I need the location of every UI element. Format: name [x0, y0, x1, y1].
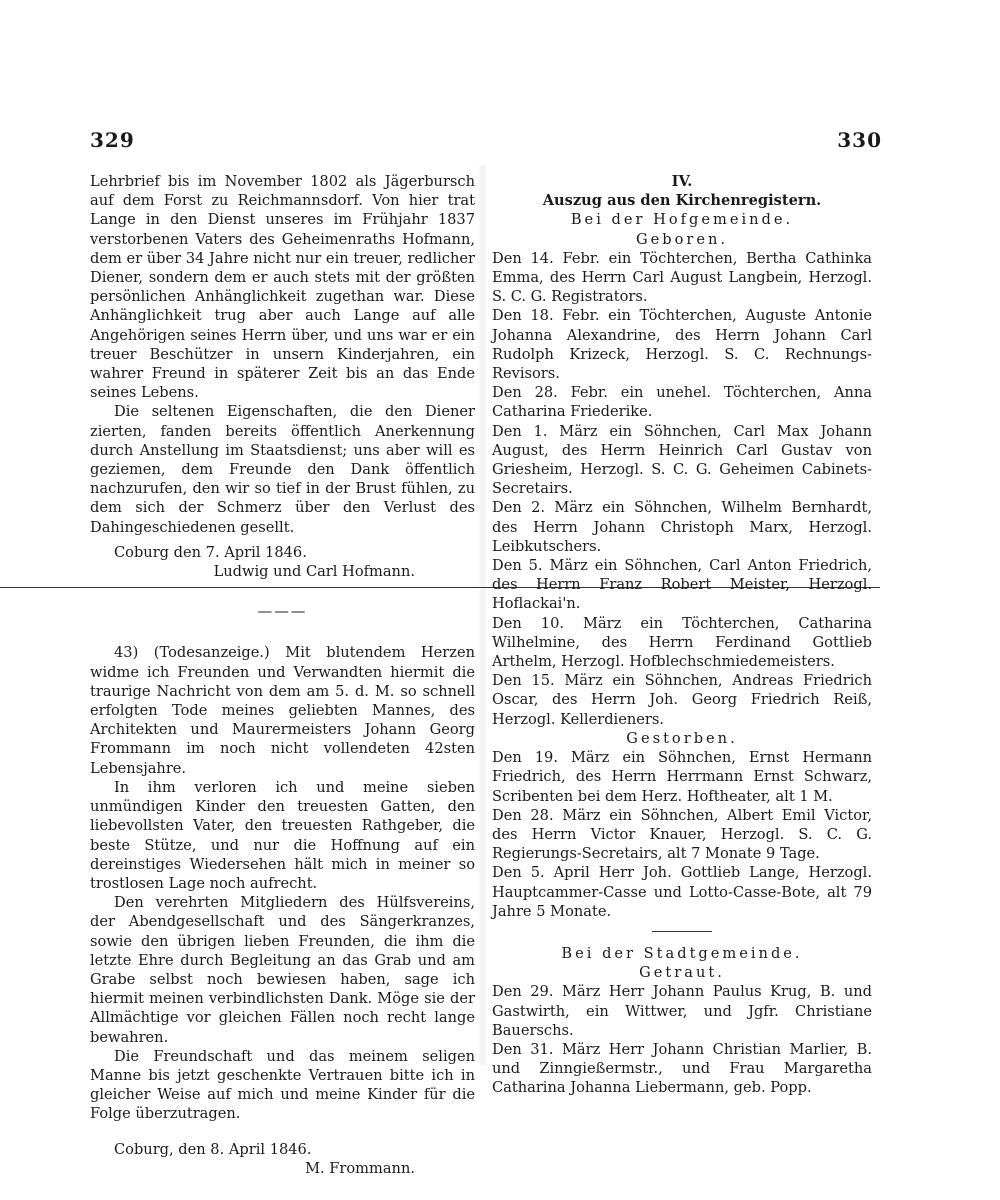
death-notice-frommann-date: Coburg, den 8. April 1846. — [114, 1140, 312, 1158]
born-entry: Den 14. Febr. ein Töchterchen, Bertha Cathinka Emma, des Herrn Carl August Langbein, Herzogl. S. C. G. Registrators. — [492, 249, 872, 306]
married-entries — [492, 982, 872, 1097]
born-entry: Den 28. Febr. ein unehel. Töchterchen, Anna Catharina Friederike. — [492, 384, 872, 421]
gutter-shadow — [478, 165, 488, 1065]
court-parish-heading: Bei der Hofgemeinde. — [570, 211, 794, 229]
separator-dash: ——— — [257, 603, 308, 621]
died-entries — [492, 748, 872, 921]
died-entry: Den 5. April Herr Joh. Gottlieb Lange, Herzogl. Hauptcammer-Casse und Lotto-Casse-Bote, alt 79 Jahre 5 Monate. — [492, 864, 872, 920]
death-notice-frommann-paragraph-3: Den verehrten Mitgliedern des Hülfsvereins, der Abendgesellschaft und des Sängerkranzes, sowie den übrigen lieben Freunden, die ihm die letzte Ehre durch Begleitung an das Grab und am Grabe selbst noch bewiesen haben, sage ich hiermit meinen verbindlichsten Dank. Möge sie der Allmächtige vor gleichen Fällen noch recht lange bewahren. — [90, 894, 475, 1046]
born-entry: Den 1. März ein Söhnchen, Carl Max Johann August, des Herrn Heinrich Carl Gustav von Griesheim, Herzogl. S. C. G. Geheimen Cabinets-Secretairs. — [492, 422, 872, 498]
born-entry: Den 5. März ein Söhnchen, Carl Anton Friedrich, des Herrn Franz Robert Meister, Herzogl. Hoflackai'n. — [492, 557, 872, 613]
city-parish-heading: Bei der Stadtgemeinde. — [561, 944, 803, 962]
obituary-lange-signature: Ludwig und Carl Hofmann. — [213, 563, 415, 581]
right-column — [492, 172, 872, 1098]
obituary-lange-paragraph-1: Lehrbrief bis im November 1802 als Jägerbursch auf dem Forst zu Reichmannsdorf. Von hier trat Lange in den Dienst unseres im Frühjahr 1837 verstorbenen Vaters des Geheimenraths Hofmann, dem er über 34 Jahre nicht nur ein treuer, redlicher Diener, sondern dem er auch stets mit der größten persönlichen Anhänglichkeit zugethan war. Diese Anhänglichkeit trug aber auch Lange auf alle Angehörigen seines Herrn über, und uns war er ein treuer Beschützer in unsern Kinderjahren, ein wahrer Freund in späterer Zeit bis an das Ende seines Lebens. — [90, 173, 475, 402]
died-heading: Gestorben. — [626, 729, 738, 747]
section-number: IV. — [671, 173, 693, 190]
married-heading: Getraut. — [639, 964, 725, 982]
obituary-lange-paragraph-2: Die seltenen Eigenschaften, die den Diener zierten, fanden bereits öffentlich Anerkennung durch Anstellung im Staatsdienst; uns aber will es geziemen, dem Freunde den Dank öffentlich nachzurufen, den wir so tief in der Brust fühlen, zu dem sich der Schmerz über den Verlust des Dahingeschiedenen gesellt. — [90, 403, 475, 536]
page-number-right: 330 — [837, 128, 882, 152]
born-entry: Den 2. März ein Söhnchen, Wilhelm Bernhardt, des Herrn Johann Christoph Marx, Herzogl. Leibkutschers. — [492, 499, 872, 555]
born-entry: Den 18. Febr. ein Töchterchen, Auguste Antonie Johanna Alexandrine, des Herrn Johann Carl Rudolph Krizeck, Herzogl. S. C. Rechnungs-Revisors. — [492, 307, 872, 383]
death-notice-frommann-signature: M. Frommann. — [305, 1159, 415, 1177]
married-entry: Den 31. März Herr Johann Christian Marlier, B. und Zinngießermstr., und Frau Margaretha Catharina Johanna Liebermann, geb. Popp. — [492, 1040, 872, 1097]
death-notice-frommann-paragraph-1: 43) (Todesanzeige.) Mit blutendem Herzen widme ich Freunden und Verwandten hiermit die traurige Nachricht von dem am 5. d. M. so schnell erfolgten Tode meines geliebten Mannes, des Architekten und Maurermeisters Johann Georg Frommann im noch nicht vollendeten 42sten Lebensjahre. — [90, 644, 475, 777]
born-heading: Geboren. — [635, 230, 729, 248]
married-entry: Den 29. März Herr Johann Paulus Krug, B. und Gastwirth, ein Wittwer, und Jgfr. Christiane Bauerschs. — [492, 983, 872, 1039]
born-entries — [492, 249, 872, 729]
born-entry: Den 10. März ein Töchterchen, Catharina Wilhelmine, des Herrn Ferdinand Gottlieb Arthelm, Herzogl. Hofblechschmiedemeisters. — [492, 614, 872, 671]
page-number-left: 329 — [90, 128, 135, 152]
left-column — [90, 172, 475, 1178]
death-notice-frommann-paragraph-2: In ihm verloren ich und meine sieben unmündigen Kinder den treuesten Gatten, den liebevollsten Vater, den treuesten Rathgeber, die beste Stütze, und nur die Hoffnung auf ein dereinstiges Wiedersehen hält mich in meiner so trostlosen Lage noch aufrecht. — [90, 778, 475, 892]
died-entry: Den 19. März ein Söhnchen, Ernst Hermann Friedrich, des Herrn Herrmann Ernst Schwarz, Scribenten bei dem Herz. Hoftheater, alt 1 M. — [492, 749, 872, 805]
death-notice-frommann-paragraph-4: Die Freundschaft und das meinem seligen Manne bis jetzt geschenkte Vertrauen bitte ich in gleicher Weise auf mich und meine Kinder für die Folge überzutragen. — [90, 1047, 475, 1123]
obituary-lange-date: Coburg den 7. April 1846. — [114, 543, 307, 561]
short-divider — [652, 931, 712, 932]
born-entry: Den 15. März ein Söhnchen, Andreas Friedrich Oscar, des Herrn Joh. Georg Friedrich Reiß, Herzogl. Kellerdieners. — [492, 672, 872, 728]
died-entry: Den 28. März ein Söhnchen, Albert Emil Victor, des Herrn Victor Knauer, Herzogl. S. C. G. Regierungs-Secretairs, alt 7 Monate 9 Tage. — [492, 806, 872, 863]
section-title: Auszug aus den Kirchenregistern. — [542, 192, 822, 210]
